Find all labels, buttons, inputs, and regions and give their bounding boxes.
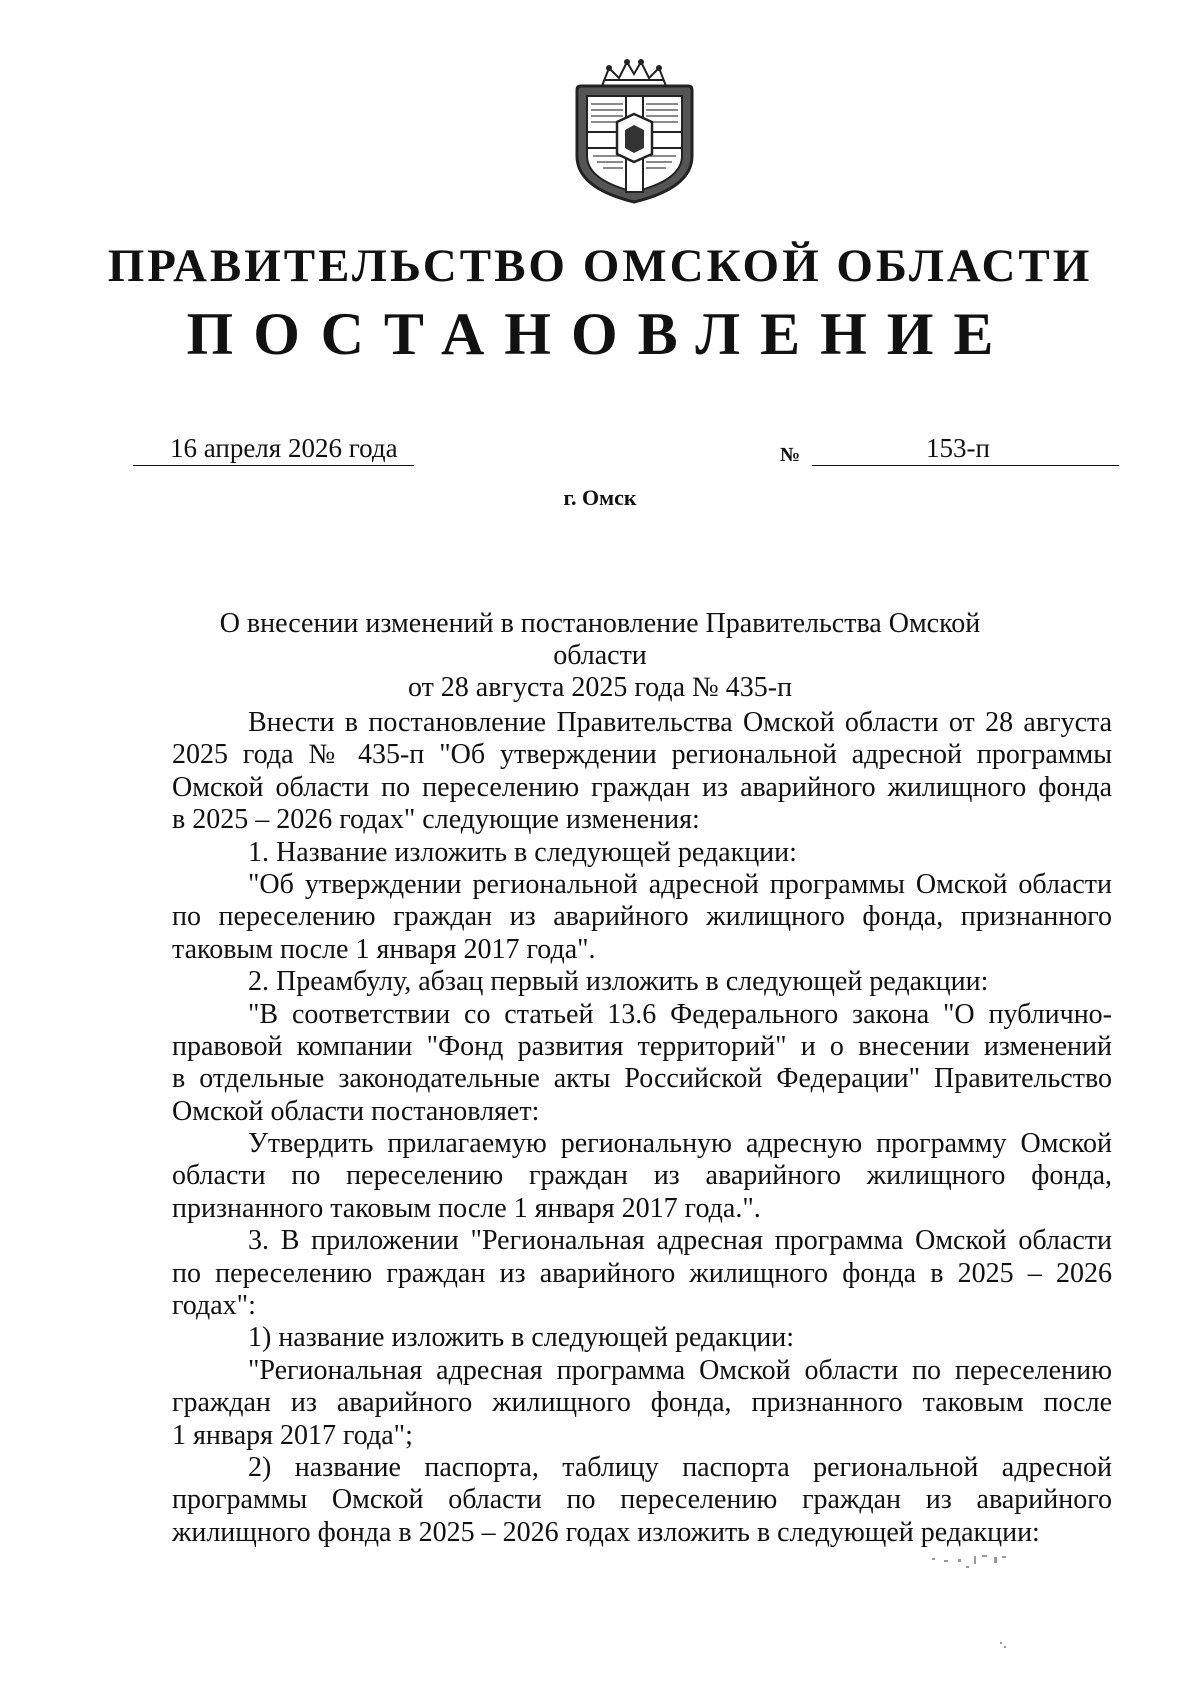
body-line: "Об утверждении региональной адресной программы Омской области	[248, 868, 1112, 900]
body-line: области по переселению граждан из аварийного жилищного фонда,	[172, 1160, 1112, 1192]
document-body	[172, 707, 1112, 1549]
date-field	[133, 431, 414, 466]
body-line: признанного таковым после 1 января 2017 года.".	[172, 1192, 761, 1224]
body-line: в отдельные законодательные акты Российской Федерации" Правительство	[172, 1063, 1112, 1095]
body-line: Омской области постановляет:	[172, 1095, 540, 1127]
body-line: 2025 года № 435-п "Об утверждении региональной адресной программы	[172, 739, 1112, 771]
body-line: по переселению граждан из аварийного жилищного фонда в 2025 – 2026	[172, 1257, 1112, 1289]
body-line: 1 января 2017 года";	[172, 1419, 413, 1451]
body-line: "Региональная адресная программа Омской области по переселению	[248, 1354, 1112, 1386]
scan-artifacts	[922, 1550, 1102, 1670]
document-type: ПОСТАНОВЛЕНИЕ	[186, 301, 1014, 367]
body-line: граждан из аварийного жилищного фонда, признанного таковым после	[172, 1387, 1112, 1419]
body-line: правовой компании "Фонд развития территорий" и о внесении изменений	[172, 1030, 1112, 1062]
body-line: Омской области по переселению граждан из аварийного жилищного фонда	[172, 771, 1112, 803]
body-line: таковым после 1 января 2017 года".	[172, 933, 596, 965]
coat-of-arms-icon	[567, 56, 702, 204]
body-line: в 2025 – 2026 годах" следующие изменения:	[172, 804, 700, 836]
document-date: 16 апреля 2026 года	[170, 433, 398, 463]
body-line: Внести в постановление Правительства Омской области от 28 августа	[248, 707, 1112, 738]
title-line: от 28 августа 2025 года № 435-п	[407, 672, 793, 703]
body-line: годах":	[172, 1290, 256, 1322]
body-line: 2. Преамбулу, абзац первый изложить в следующей редакции:	[248, 966, 989, 998]
body-line: 1. Название изложить в следующей редакции:	[248, 836, 797, 868]
body-line: жилищного фонда в 2025 – 2026 годах изложить в следующей редакции:	[172, 1516, 1040, 1548]
body-line: по переселению граждан из аварийного жилищного фонда, признанного	[172, 901, 1112, 933]
organization-name: ПРАВИТЕЛЬСТВО ОМСКОЙ ОБЛАСТИ	[107, 240, 1093, 292]
body-line: 1) название изложить в следующей редакции:	[248, 1322, 795, 1354]
document-title	[170, 608, 1030, 704]
number-field	[812, 431, 1119, 466]
title-line: О внесении изменений в постановление Правительства Омской области	[219, 608, 981, 671]
body-line: 2) название паспорта, таблицу паспорта региональной адресной	[248, 1451, 1112, 1483]
document-number: 153-п	[926, 433, 990, 463]
city: г. Омск	[563, 485, 637, 510]
body-line: "В соответствии со статьей 13.6 Федерального закона "О публично-	[248, 998, 1112, 1030]
number-sign: №	[780, 444, 801, 466]
body-line: программы Омской области по переселению граждан из аварийного	[172, 1484, 1112, 1516]
body-line: Утвердить прилагаемую региональную адресную программу Омской	[248, 1128, 1112, 1160]
body-line: 3. В приложении "Региональная адресная программа Омской области	[248, 1225, 1112, 1257]
